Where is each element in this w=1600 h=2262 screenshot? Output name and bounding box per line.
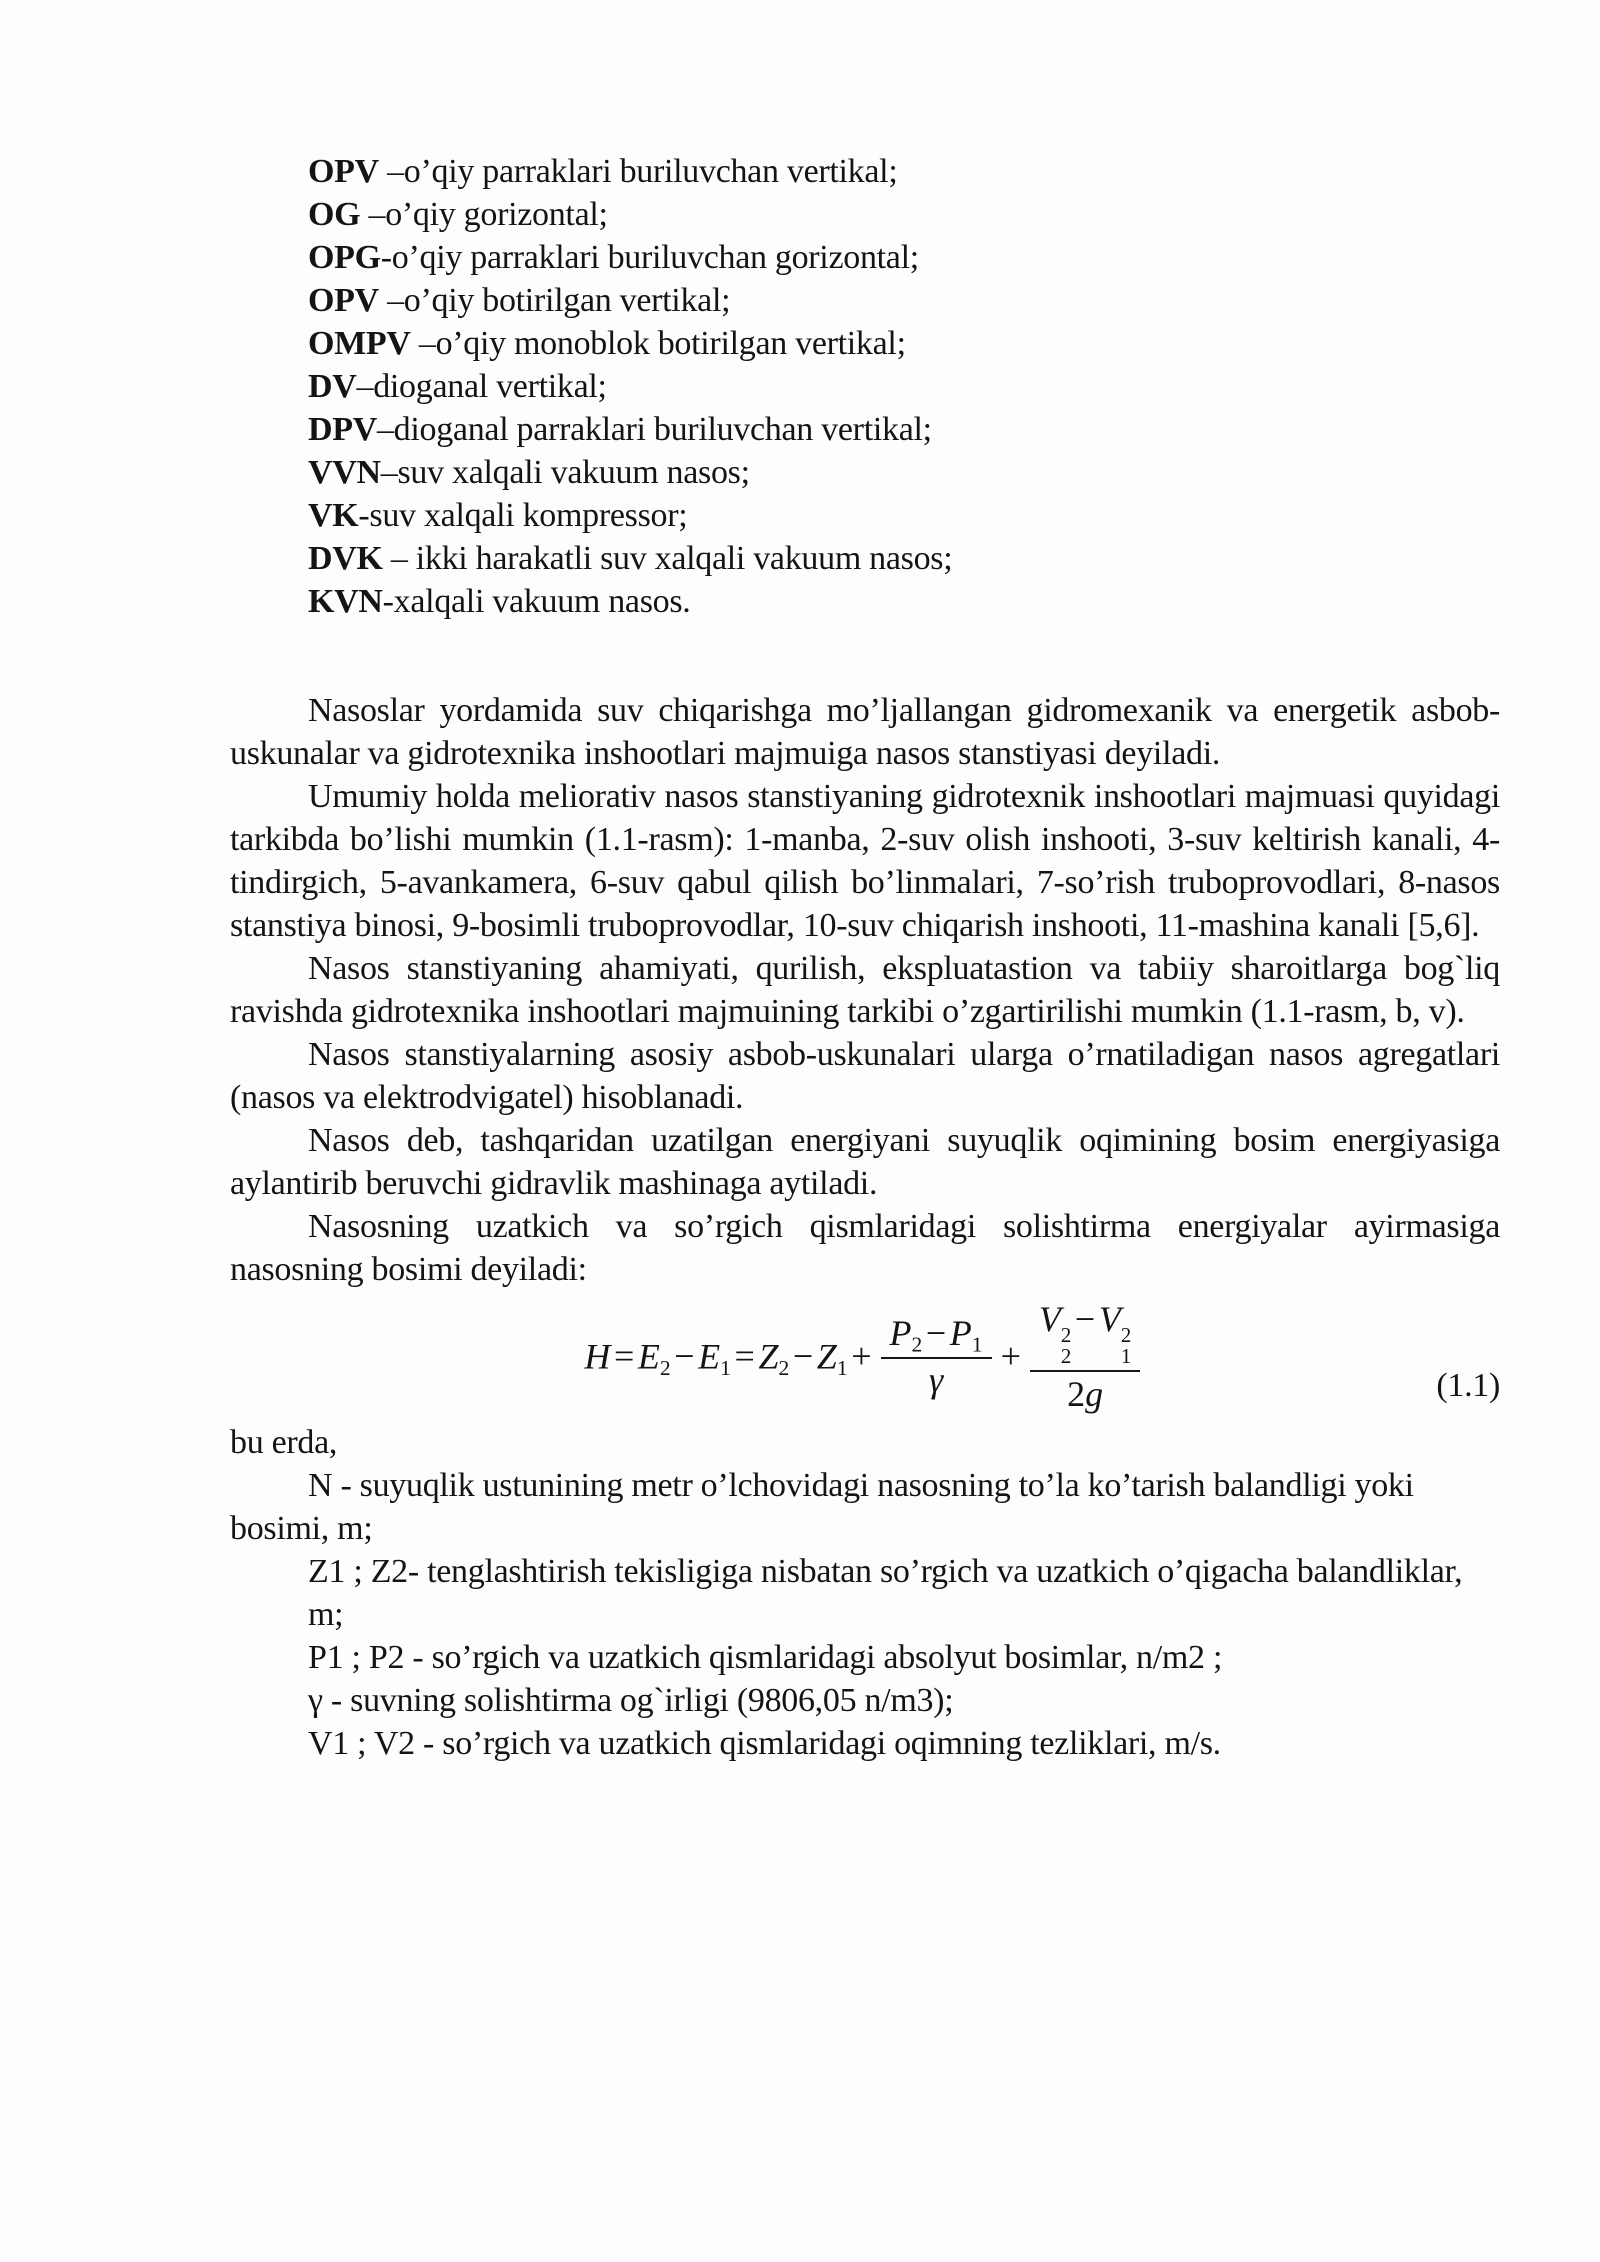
abbreviation-term: DPV [308, 411, 377, 448]
equation-number: (1.1) [1436, 1367, 1500, 1405]
definition-item: P1 ; P2 - so’rgich va uzatkich qismlaridagi absolyut bosimlar, n/m2 ; [308, 1639, 1223, 1677]
abbreviation-desc: -xalqali vakuum nasos. [382, 583, 691, 620]
abbreviation-term: VVN [308, 454, 381, 491]
formula-1-1: $H=E_2-E_1=Z_2-Z_1+$ $\frac{P_2-P_1}{\gamma}$ + V 2 2 −V 2 1 2g [584, 1303, 1145, 1417]
abbreviation-desc: –o’qiy gorizontal; [360, 196, 608, 233]
abbreviation-term: OPV [308, 153, 379, 190]
abbreviation-desc: –o’qiy parraklari buriluvchan vertikal; [378, 153, 898, 190]
paragraph: Nasosning uzatkich va so’rgich qismlaridagi solishtirma energiyalar ayirmasiga nasosning bosimi deyiladi: [230, 1208, 1500, 1288]
abbreviation-term: OG [308, 196, 361, 233]
pressure-fraction: $\frac{P_2-P_1}{\gamma}$ [881, 1314, 992, 1400]
list-item [230, 365, 1500, 408]
list-item [230, 322, 1500, 365]
list-item [230, 150, 1500, 193]
abbreviation-desc: –suv xalqali vakuum nasos; [380, 454, 750, 491]
abbreviation-list [230, 150, 1500, 623]
abbreviation-term: OPV [308, 282, 379, 319]
paragraph: Nasos stanstiyaning ahamiyati, qurilish, ekspluatastion va tabiiy sharoitlarga bog`liq ravishda gidrotexnika inshootlari majmuining tarkibi o’zgartirilishi mumkin (1.1-rasm, b, v). [230, 950, 1500, 1030]
definition-item: V1 ; V2 - so’rgich va uzatkich qismlaridagi oqimning tezliklari, m/s. [308, 1725, 1221, 1763]
list-item [230, 537, 1500, 580]
abbreviation-term: VK [308, 497, 359, 534]
list-item [230, 236, 1500, 279]
definition-item: γ - suvning solishtirma og`irligi (9806,05 n/m3); [308, 1682, 954, 1720]
paragraph: Umumiy holda meliorativ nasos stanstiyaning gidrotexnik inshootlari majmuasi quyidagi tarkibda bo’lishi mumkin (1.1-rasm): 1-manba, 2-suv olish inshooti, 3-suv keltirish kanali, 4-tindirgich, 5-avankamera, 6-suv qabul qilish bo’linmalari, 7-so’rish truboprovodlari, 8-nasos stanstiya binosi, 9-bosimli truboprovodlar, 10-suv chiqarish inshooti, 11-mashina kanali [5,6]. [230, 778, 1500, 944]
list-item [230, 451, 1500, 494]
list-item [230, 494, 1500, 537]
paragraph: Nasoslar yordamida suv chiqarishga mo’ljallangan gidromexanik va energetik asbob-uskunalar va gidrotexnika inshootlari majmuiga nasos stanstiyasi deyiladi. [230, 692, 1500, 772]
abbreviation-term: OMPV [308, 325, 411, 362]
abbreviation-desc: –dioganal vertikal; [356, 368, 607, 405]
abbreviation-term: OPG [308, 239, 381, 276]
list-item [230, 580, 1500, 623]
abbreviation-term: DV [308, 368, 357, 405]
equation-row [230, 1299, 1500, 1417]
abbreviation-desc: -suv xalqali kompressor; [358, 497, 688, 534]
abbreviation-desc: –o’qiy botirilgan vertikal; [378, 282, 731, 319]
abbreviation-term: KVN [308, 583, 383, 620]
where-label: bu erda, [230, 1424, 338, 1462]
abbreviation-desc: –dioganal parraklari buriluvchan vertikal; [376, 411, 932, 448]
text-block [230, 150, 1500, 1765]
paragraph: Nasos stanstiyalarning asosiy asbob-uskunalari ularga o’rnatiladigan nasos agregatlari (nasos va elektrodvigatel) hisoblanadi. [230, 1036, 1500, 1116]
list-item [230, 193, 1500, 236]
velocity-fraction: V 2 2 −V 2 1 2g [1030, 1300, 1140, 1414]
formula-term: H [584, 1336, 611, 1377]
list-item [230, 408, 1500, 451]
abbreviation-desc: -o’qiy parraklari buriluvchan gorizontal; [380, 239, 919, 276]
abbreviation-term: DVK [308, 540, 383, 577]
paragraph: Nasos deb, tashqaridan uzatilgan energiyani suyuqlik oqimining bosim energiyasiga aylantirib beruvchi gidravlik mashinaga aytiladi. [230, 1122, 1500, 1202]
definition-item: N - suyuqlik ustunining metr o’lchovidagi nasosning to’la ko’tarish balandligi yoki bosimi, m; [230, 1467, 1414, 1548]
abbreviation-desc: –o’qiy monoblok botirilgan vertikal; [410, 325, 906, 362]
definition-item: Z1 ; Z2- tenglashtirish tekisligiga nisbatan so’rgich va uzatkich o’qigacha balandliklar, m; [308, 1553, 1463, 1634]
list-item [230, 279, 1500, 322]
abbreviation-desc: – ikki harakatli suv xalqali vakuum nasos; [382, 540, 953, 577]
